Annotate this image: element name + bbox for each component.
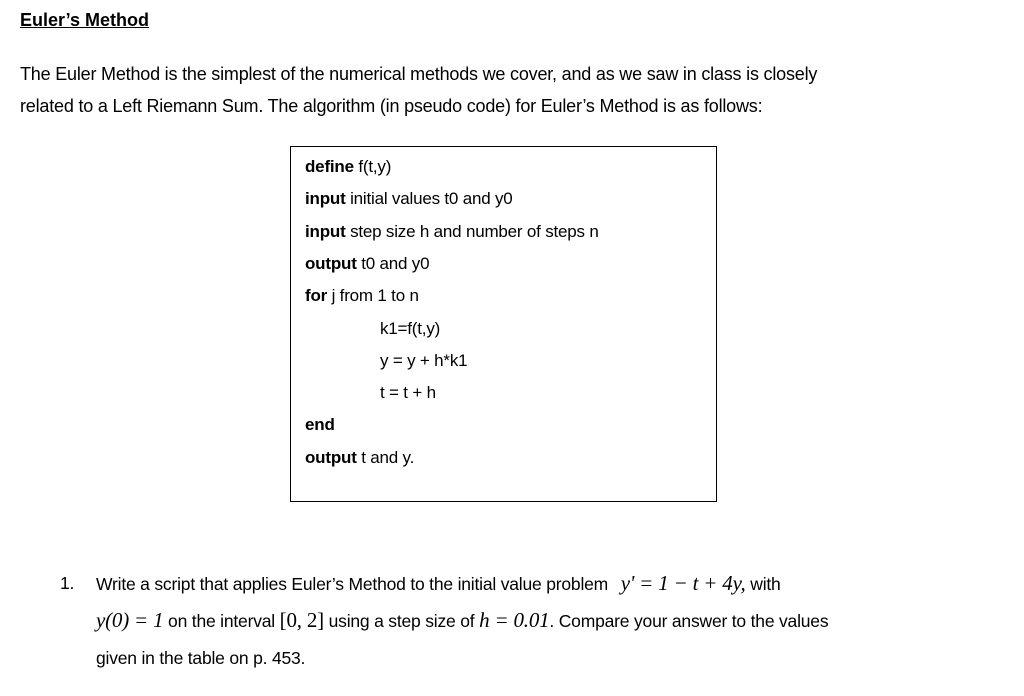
code-text: j from 1 to n — [327, 286, 419, 306]
pseudocode-line — [305, 222, 599, 242]
keyword: define — [305, 157, 354, 176]
keyword: output — [305, 253, 357, 273]
pseudocode-line — [380, 351, 467, 371]
section-title: Euler’s Method — [20, 10, 150, 30]
intro-line-2: related to a Left Riemann Sum. The algorithm (in pseudo code) for Euler’s Method is as follows: — [20, 96, 763, 116]
problem-line-2 — [96, 608, 828, 633]
problem-text: . Compare your answer to the values — [549, 611, 829, 631]
initial-condition: y(0) = 1 — [96, 608, 164, 632]
problem-line-3: given in the table on p. 453. — [96, 648, 306, 668]
code-text: k1=f(t,y) — [380, 318, 441, 338]
code-text: t0 and y0 — [356, 253, 430, 273]
code-text: t = t + h — [380, 383, 436, 403]
step-size: h = 0.01 — [479, 608, 550, 632]
problem-text: using a step size of — [323, 611, 480, 631]
ode-equation: y' = 1 − t + 4y, — [620, 571, 746, 595]
pseudocode-line — [305, 157, 391, 177]
code-text: t and y. — [356, 447, 415, 467]
problem-number: 1. — [60, 573, 75, 593]
code-text: f(t,y) — [353, 157, 392, 176]
keyword: input — [305, 221, 346, 241]
problem-text: on the interval — [163, 611, 280, 631]
code-text: y = y + h*k1 — [380, 350, 468, 370]
code-text: initial values t0 and y0 — [345, 189, 513, 209]
problem-text: with — [745, 574, 781, 594]
pseudocode-line — [305, 189, 513, 209]
keyword: for — [305, 286, 328, 306]
interval: [0, 2] — [279, 608, 324, 632]
keyword: input — [305, 189, 346, 209]
pseudocode-line — [380, 319, 440, 339]
code-text: step size h and number of steps n — [345, 221, 599, 241]
pseudocode-line — [305, 415, 335, 435]
intro-line-1: The Euler Method is the simplest of the numerical methods we cover, and as we saw in class is closely — [20, 64, 818, 84]
pseudocode-line — [380, 383, 436, 403]
problem-text: Write a script that applies Euler’s Method to the initial value problem — [96, 574, 609, 594]
pseudocode-line — [305, 448, 414, 468]
pseudocode-line — [305, 286, 419, 306]
problem-line-1 — [96, 571, 781, 596]
keyword: output — [305, 447, 357, 467]
keyword: end — [305, 415, 335, 435]
pseudocode-line — [305, 254, 429, 274]
